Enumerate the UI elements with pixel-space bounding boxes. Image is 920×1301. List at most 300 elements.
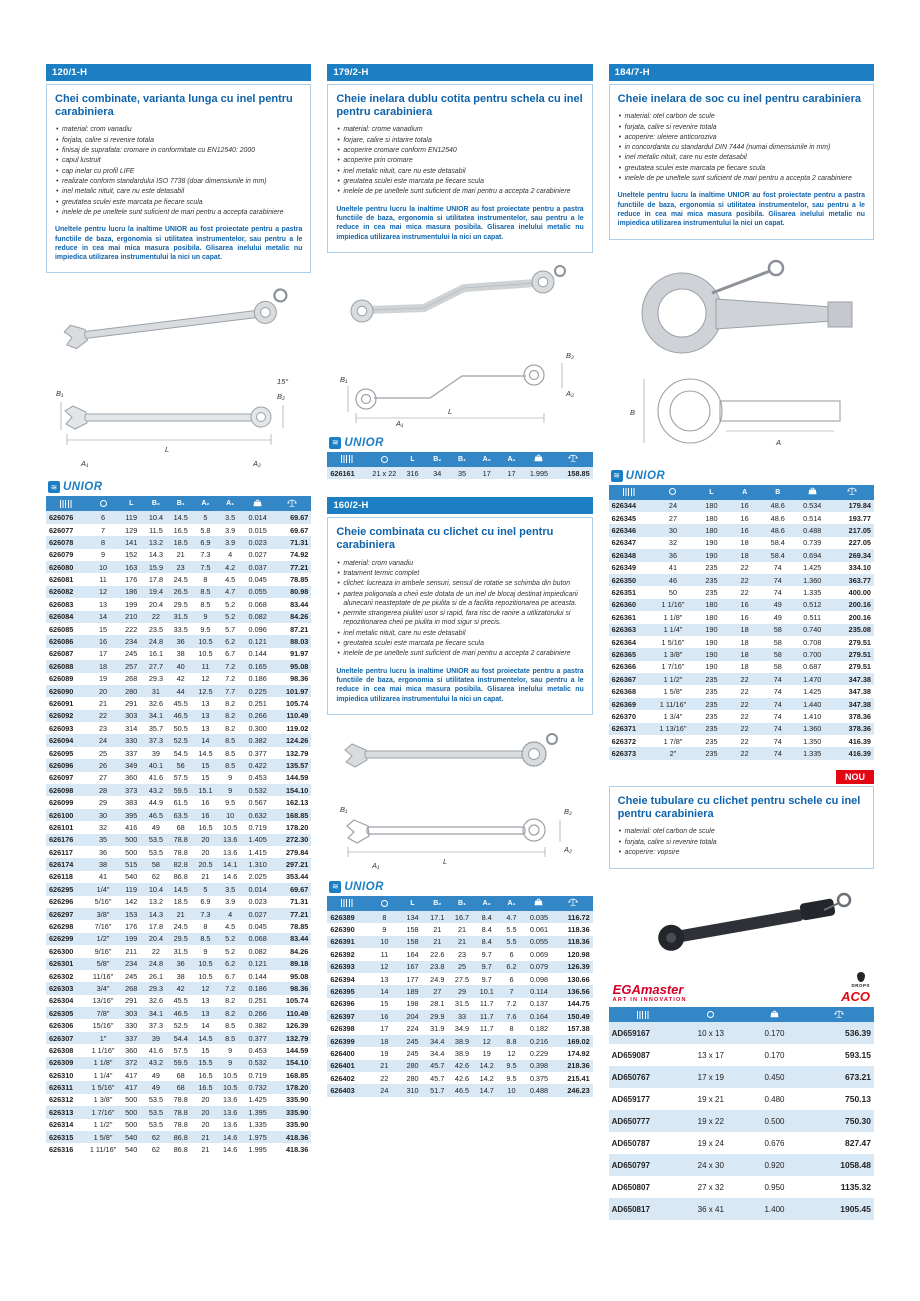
cell: 27.5 — [454, 974, 470, 984]
cell: 35.7 — [148, 723, 164, 733]
diagram-label-l: L — [447, 406, 453, 416]
cell: 8.2 — [225, 1008, 236, 1018]
cell: 280 — [406, 1061, 419, 1071]
cell: 626397 — [330, 1011, 355, 1021]
cell: 0.920 — [764, 1160, 785, 1170]
cell: 21 — [457, 937, 467, 947]
cell: 418.36 — [286, 1145, 309, 1155]
unior-logo — [48, 481, 311, 493]
table-header-row — [46, 496, 311, 511]
cell: 0.121 — [248, 959, 267, 969]
cell: 22 — [740, 687, 749, 697]
cell: 0.216 — [529, 1036, 549, 1046]
cell: 626393 — [330, 962, 355, 972]
cell: 0.567 — [248, 798, 267, 808]
cell: 101.97 — [286, 686, 309, 696]
cell: 17.8 — [148, 922, 164, 932]
cell: 6 — [509, 949, 514, 959]
cell: 5.2 — [225, 599, 236, 609]
cell: 24.8 — [148, 637, 164, 647]
description-box-120 — [46, 84, 311, 273]
cell: 0.225 — [248, 686, 267, 696]
height-work-note-120: Uneltele pentru lucru la inaltime UNIOR au fost proiectate pentru a pastra functiile de baza, ergonomia si utilitatea instrumentelor, sau pentru a le reduce in cea mai mica masura posibila. Glisarea inelului metalic nu impiedica utilizarea instrumentului la nici un capat. — [55, 226, 303, 262]
cell: 626085 — [49, 624, 74, 634]
cell: 13.6 — [223, 1120, 238, 1130]
cell: 9.5 — [225, 798, 236, 808]
cell: 31.5 — [173, 612, 188, 622]
cell: 10.4 — [148, 884, 164, 894]
cell: 1 3/4" — [663, 711, 683, 721]
cell: 626316 — [49, 1145, 74, 1155]
product-row — [327, 467, 592, 479]
cell: 68 — [176, 1070, 185, 1080]
cell: 11 — [201, 661, 210, 671]
feature-list-179 — [336, 125, 583, 196]
cell: 360 — [125, 773, 138, 783]
barcode-column-header — [46, 496, 87, 511]
cell: 31 — [151, 686, 160, 696]
cell: 0.144 — [248, 649, 267, 659]
cell: 22 — [740, 575, 749, 585]
weight-icon — [808, 487, 817, 495]
cell: 9 — [382, 925, 387, 935]
cell: 18 — [740, 662, 749, 672]
cell: 20 — [201, 835, 210, 845]
cell: 58 — [773, 625, 782, 635]
cell: 126.39 — [567, 962, 590, 972]
cell: 626351 — [611, 588, 637, 598]
table-body-184 — [609, 500, 874, 760]
cell: 3.9 — [225, 525, 236, 535]
cell: 24 — [98, 736, 108, 746]
cell: 58.4 — [770, 550, 785, 560]
cell: 18 — [98, 661, 108, 671]
barcode-column-header — [609, 485, 651, 500]
cell: 330 — [125, 736, 138, 746]
product-table-160 — [327, 896, 592, 1097]
cell: 235 — [705, 687, 718, 697]
cell: 132.79 — [286, 1033, 309, 1043]
cell: 593.15 — [844, 1050, 871, 1061]
cell: 6.9 — [200, 537, 211, 547]
cell: AD659087 — [611, 1050, 650, 1060]
cell: 626079 — [49, 550, 74, 560]
cell: 14.3 — [148, 909, 164, 919]
cell: 0.170 — [764, 1028, 785, 1038]
cell: 142 — [125, 897, 138, 907]
unior-logo — [329, 437, 592, 449]
cell: 14.2 — [479, 1061, 494, 1071]
description-box-179 — [327, 84, 592, 253]
cell: 626309 — [49, 1058, 74, 1068]
cell: 13 — [201, 723, 210, 733]
cell: 9 — [228, 785, 233, 795]
cell: 395 — [125, 810, 138, 820]
section-code-179: 179/2-H — [327, 64, 592, 81]
cell: 626344 — [611, 501, 637, 511]
product-row — [46, 796, 311, 808]
cell: 20.4 — [148, 934, 164, 944]
feature-bullet: • acoperire: vopsire — [618, 848, 865, 857]
cell: 1/2" — [96, 934, 110, 944]
cell: 69.67 — [290, 884, 309, 894]
cell: 13.6 — [223, 1095, 238, 1105]
barcode-icon — [60, 500, 73, 508]
product-row — [327, 1047, 592, 1059]
cell: 46 — [668, 575, 678, 585]
cell: 7.3 — [200, 550, 211, 560]
cell: 5/16" — [94, 897, 112, 907]
cell: 291 — [125, 698, 138, 708]
cell: 13/16" — [92, 996, 114, 1006]
cell: 8.2 — [225, 711, 236, 721]
cell: 626306 — [49, 1021, 74, 1031]
cell: 626396 — [330, 999, 355, 1009]
cell: 74 — [773, 687, 782, 697]
cell: 9.5 — [506, 1061, 517, 1071]
table-body-179 — [327, 467, 592, 479]
product-row — [609, 710, 874, 722]
cell: 8 — [203, 575, 208, 585]
cell: 78.8 — [173, 1120, 188, 1130]
product-row — [46, 1007, 311, 1019]
cell: AD650787 — [611, 1138, 650, 1148]
cell: 95.08 — [290, 971, 309, 981]
cell: 20.4 — [148, 599, 164, 609]
cell: 0.023 — [248, 897, 267, 907]
column-header-A2: A₂ — [193, 496, 218, 511]
cell: 130.66 — [567, 974, 590, 984]
cell: 500 — [125, 1107, 138, 1117]
product-row — [609, 524, 874, 536]
cell: 0.082 — [248, 612, 267, 622]
cell: 2" — [669, 749, 677, 759]
unior-logo-text: UNIOR — [63, 481, 103, 494]
cell: 86.8 — [173, 872, 188, 882]
cell: 29.9 — [430, 1011, 445, 1021]
cell: 62 — [151, 1145, 160, 1155]
cell: 21 — [201, 872, 210, 882]
cell: 164 — [406, 949, 419, 959]
product-row — [609, 624, 874, 636]
cell: 20 — [98, 686, 108, 696]
cell: 11.5 — [149, 525, 163, 535]
cell: 626310 — [49, 1070, 74, 1080]
cell: 8 — [101, 537, 106, 547]
cell: 17 — [507, 468, 516, 478]
diagram-label-b2: B₂ — [276, 392, 285, 402]
cell: 74 — [773, 711, 782, 721]
cell: 10.5 — [198, 637, 213, 647]
cell: 22 — [740, 588, 749, 598]
product-row — [609, 549, 874, 561]
section-code-184: 184/7-H — [609, 64, 874, 81]
product-row — [46, 933, 311, 945]
cell: 1.335 — [803, 588, 822, 598]
product-row — [46, 1081, 311, 1093]
cell: 24.9 — [430, 974, 445, 984]
cell: 5.7 — [225, 624, 236, 634]
cell: 18.5 — [173, 897, 188, 907]
cell: 53.5 — [148, 1120, 164, 1130]
cell: 17 x 19 — [697, 1072, 724, 1082]
cell: 1 5/8" — [93, 1132, 113, 1142]
unior-logo-text: UNIOR — [625, 469, 666, 482]
cell: 334.10 — [848, 563, 871, 573]
cell: 44.9 — [148, 798, 164, 808]
cell: 9 — [203, 946, 208, 956]
barcode-icon — [341, 455, 354, 463]
cell: 46.5 — [173, 1008, 188, 1018]
cell: 540 — [125, 1132, 138, 1142]
cell: 626097 — [49, 773, 74, 783]
cell: 30 — [98, 810, 108, 820]
cell: 49 — [773, 612, 782, 622]
cell: 6 — [101, 513, 106, 523]
cell: 57.5 — [173, 773, 188, 783]
price-column-header — [554, 452, 593, 467]
cell: 626365 — [611, 650, 637, 659]
product-table-184 — [609, 485, 874, 760]
cell: 78.8 — [173, 847, 188, 857]
price-column-header — [554, 896, 593, 911]
cell: 59.5 — [173, 785, 188, 795]
cell: 89.18 — [290, 959, 309, 969]
cell: 22 — [380, 1073, 389, 1083]
cell: 4 — [228, 909, 233, 919]
column-header-A1: A₁ — [499, 452, 524, 467]
cell: 17 — [380, 1024, 389, 1034]
cell: 34.4 — [430, 1048, 445, 1058]
cell: 8.2 — [225, 723, 236, 733]
cell: 626303 — [49, 983, 74, 993]
cell: 0.687 — [803, 662, 822, 672]
cell: 0.719 — [248, 1070, 267, 1080]
cell: 74 — [773, 563, 782, 573]
cell: 626118 — [49, 872, 73, 882]
cell: 14 — [380, 986, 389, 996]
cell: 132.79 — [286, 748, 309, 758]
cell: 626081 — [49, 575, 74, 585]
height-work-note-160: Uneltele pentru lucru la inaltime UNIOR au fost proiectate pentru a pastra functiile de baza, ergonomia si utilitatea instrumentelor, sau pentru a le reduce in cea mai mica masura posibila. Glisarea inelului metalic nu impiedica utilizarea instrumentului la nici un capat. — [336, 667, 584, 703]
cell: 157.38 — [567, 1024, 590, 1034]
cell: 0.453 — [248, 773, 267, 783]
dimension-diagram-179 — [327, 330, 592, 432]
cell: 1 1/4" — [93, 1070, 113, 1080]
cell: 363.77 — [848, 575, 871, 585]
cell: 1 1/2" — [93, 1120, 113, 1130]
cell: 45.7 — [430, 1061, 445, 1071]
cell: 0.055 — [248, 587, 267, 597]
cell: 56 — [176, 760, 185, 770]
weight-column-header — [243, 496, 273, 511]
cell: 626364 — [611, 637, 637, 647]
cell: 190 — [705, 637, 718, 647]
cell: 180 — [705, 612, 718, 622]
price-column-header — [273, 496, 312, 511]
cell: 626078 — [49, 537, 74, 547]
cell: 7.2 — [506, 999, 517, 1009]
cell: 1.470 — [803, 674, 822, 684]
product-row — [46, 1143, 311, 1155]
cell: 154.10 — [286, 1058, 309, 1068]
cell: 1 7/8" — [663, 736, 683, 746]
cell: 626088 — [49, 661, 74, 671]
cell: 14.5 — [173, 884, 188, 894]
cell: 314 — [125, 723, 138, 733]
cell: 0.398 — [529, 1061, 549, 1071]
cell: 0.676 — [764, 1138, 785, 1148]
cell: 1.415 — [248, 847, 267, 857]
aco-logo: ACO — [841, 989, 870, 1005]
feature-bullet: • material: otel carbon de scule — [618, 112, 865, 121]
product-row — [46, 1057, 311, 1069]
product-row — [46, 784, 311, 796]
cell: 1 7/16" — [91, 1107, 115, 1117]
cell: 626311 — [49, 1083, 73, 1093]
cell: 10.5 — [223, 822, 238, 832]
feature-bullet: • acoperire prin cromare — [336, 156, 583, 165]
cell: 1 3/8" — [663, 650, 683, 659]
cell: 626347 — [611, 538, 637, 548]
cell: 257 — [125, 661, 138, 671]
cell: 33 — [457, 1011, 467, 1021]
cell: 10.4 — [148, 513, 164, 523]
product-row — [46, 920, 311, 932]
cell: 21 x 22 — [372, 468, 397, 478]
cell: 13 x 17 — [697, 1050, 724, 1060]
cell: 23 — [176, 562, 185, 572]
cell: 626308 — [49, 1045, 74, 1055]
diagram-label-b1: B₁ — [55, 389, 64, 399]
product-row — [46, 958, 311, 970]
cell: 1 1/8" — [663, 612, 683, 622]
cell: 0.027 — [248, 909, 267, 919]
cell: 2.025 — [248, 872, 267, 882]
cell: 1.310 — [248, 860, 267, 870]
product-title-160: Cheie combinata cu clichet cu inel pentru carabiniera — [336, 526, 554, 552]
cell: 0.375 — [529, 1073, 549, 1083]
cell: 53.5 — [148, 847, 164, 857]
column-header-B: B — [761, 485, 794, 500]
column-header-L: L — [119, 496, 144, 511]
cell: 27 — [433, 986, 442, 996]
cell: 626174 — [49, 860, 74, 870]
cell: 37.3 — [148, 736, 164, 746]
cell: 215.41 — [567, 1073, 590, 1083]
cell: 24 — [668, 501, 678, 511]
product-row — [609, 1154, 874, 1176]
cell: 1135.32 — [840, 1182, 871, 1193]
cell: 169.02 — [567, 1036, 590, 1046]
cell: 335.90 — [286, 1107, 309, 1117]
cell: 8.5 — [225, 1033, 236, 1043]
cell: 13 — [98, 599, 108, 609]
cell: 31.5 — [173, 946, 188, 956]
cell: 626360 — [611, 600, 637, 610]
cell: 13 — [201, 1008, 210, 1018]
cell: 234 — [125, 637, 138, 647]
column-header-A2: A₂ — [474, 452, 499, 467]
cell: 626312 — [49, 1095, 74, 1105]
cell: 827.47 — [844, 1138, 871, 1149]
cell: 626295 — [49, 884, 74, 894]
product-row — [46, 1094, 311, 1106]
cell: 1 1/2" — [663, 674, 683, 684]
cell: 69.67 — [290, 525, 309, 535]
cell: 13.6 — [223, 847, 238, 857]
cell: 383 — [125, 798, 138, 808]
cell: 48.6 — [770, 526, 785, 536]
feature-list-ega — [618, 827, 865, 857]
feature-bullet: • inel metalic nituit, care nu este detasabil — [55, 187, 302, 196]
cell: 626304 — [49, 996, 74, 1006]
cell: 27.7 — [148, 661, 164, 671]
cell: 24.5 — [173, 575, 188, 585]
cell: 211 — [125, 946, 138, 956]
cell: 1.335 — [803, 749, 822, 759]
cell: 43.2 — [148, 785, 164, 795]
scales-icon — [567, 454, 579, 462]
cell: 15.1 — [198, 785, 213, 795]
cell: 5 — [203, 884, 208, 894]
cell: 417 — [125, 1070, 138, 1080]
scales-icon — [286, 499, 298, 507]
feature-bullet: • realizate conform standardului ISO 7738 (doar dimensiunile in mm) — [55, 177, 302, 186]
cell: 154.10 — [286, 785, 309, 795]
cell: 95.08 — [290, 661, 309, 671]
cell: 71.31 — [290, 537, 309, 547]
product-row — [46, 970, 311, 982]
product-row — [46, 759, 311, 771]
size-column-header — [678, 1007, 744, 1022]
cell: 1.425 — [248, 1095, 267, 1105]
cell: 7.2 — [225, 674, 236, 684]
cell: 54.5 — [173, 748, 188, 758]
product-row — [46, 821, 311, 833]
cell: 22 — [151, 612, 160, 622]
product-row — [46, 908, 311, 920]
cell: 4 — [228, 550, 233, 560]
cell: 3/4" — [96, 983, 110, 993]
cell: 14 — [201, 736, 210, 746]
product-row — [609, 747, 874, 759]
cell: 5 — [203, 513, 208, 523]
cell: 11.7 — [479, 999, 494, 1009]
cell: 6.7 — [225, 971, 236, 981]
cell: 14.6 — [223, 872, 238, 882]
cell: 144.75 — [567, 999, 590, 1009]
product-row — [46, 809, 311, 821]
feature-bullet: • finisaj de suprafata: cromare in conformitate cu EN12540: 2000 — [55, 146, 302, 155]
cell: 77.21 — [290, 562, 309, 572]
cell: 14.5 — [198, 1033, 213, 1043]
cell: 7.7 — [225, 686, 236, 696]
cell: 29.3 — [148, 983, 164, 993]
cell: 8 — [509, 1024, 514, 1034]
cell: 626299 — [49, 934, 74, 944]
cell: 15 — [201, 1045, 210, 1055]
cell: 310 — [406, 1086, 419, 1096]
cell: 144.59 — [286, 1045, 309, 1055]
cell: 36 — [98, 847, 108, 857]
cell: 34.1 — [148, 1008, 164, 1018]
cell: 16.5 — [198, 1083, 213, 1093]
cell: 626298 — [49, 922, 74, 932]
cell: 626370 — [611, 711, 637, 721]
cell: 626090 — [49, 686, 74, 696]
product-row — [46, 635, 311, 647]
